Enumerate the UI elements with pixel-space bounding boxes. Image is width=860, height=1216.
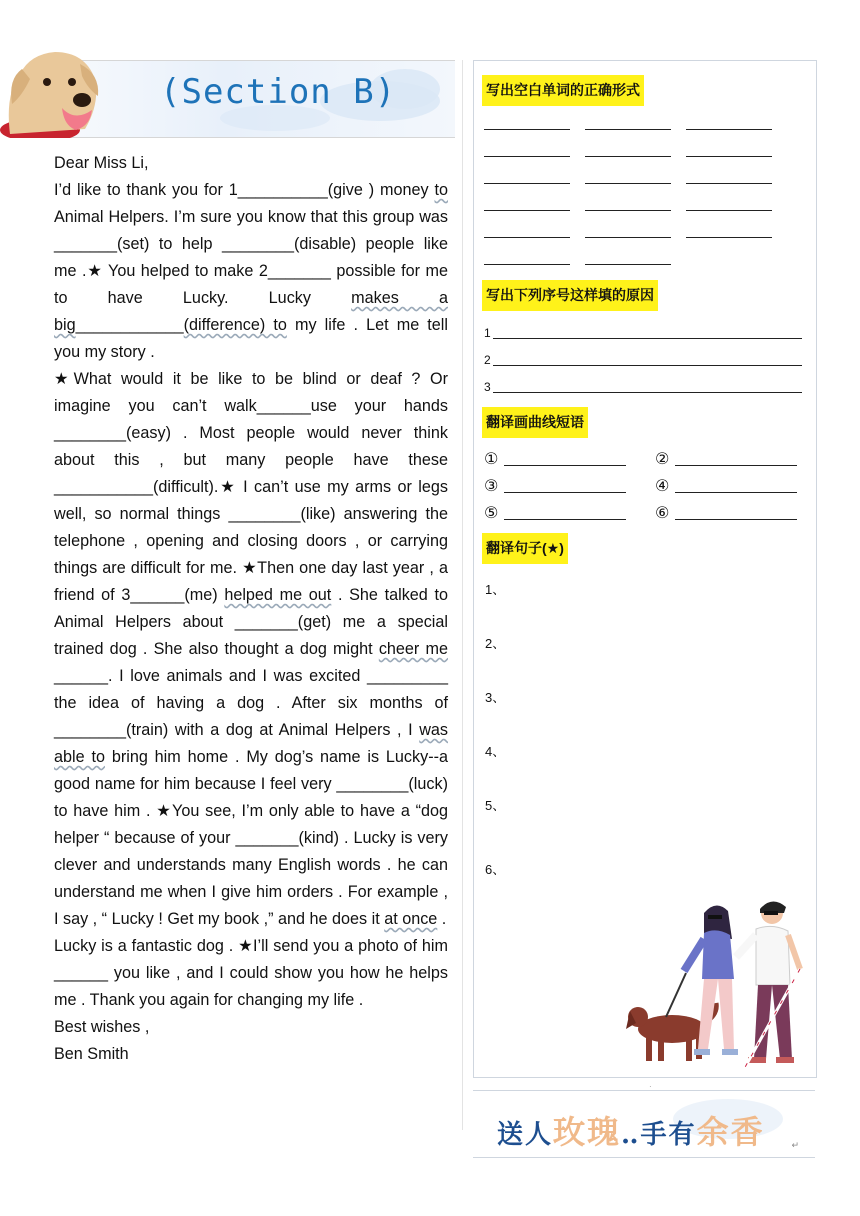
phrase-item: ⑤ (484, 505, 634, 525)
answer-line[interactable] (504, 465, 626, 466)
answer-blank[interactable] (484, 117, 570, 130)
phrase-item: ④ (655, 478, 805, 498)
sentence-number: 3、 (485, 690, 506, 705)
section-title-reasons: 写出下列序号这样填的原因 (482, 280, 658, 311)
phrase-item: ① (484, 451, 634, 471)
answer-blank[interactable] (686, 225, 772, 238)
blank-row (484, 252, 784, 268)
answer-blank[interactable] (585, 225, 671, 238)
sentence-number: 4、 (485, 744, 506, 759)
answer-blank[interactable] (686, 117, 772, 130)
exercise-panel: 写出空白单词的正确形式 写出下列序号这样填的原因 1 2 3 翻译画曲线短语 ① ② ③ ④ ⑤ ⑥ 翻译句子(★) 1、 2、 3、 4、 5、 6、 (473, 60, 817, 1078)
separator-dot: · (649, 1082, 652, 1091)
answer-blank[interactable] (686, 198, 772, 211)
answer-blank[interactable] (484, 252, 570, 265)
sentence-number: 6、 (485, 862, 506, 877)
letter-greeting: Dear Miss Li, (54, 154, 149, 172)
answer-blank[interactable] (484, 198, 570, 211)
phrase-item: ② (655, 451, 805, 471)
answer-blank[interactable] (686, 144, 772, 157)
answer-line[interactable] (675, 492, 797, 493)
answer-blank[interactable] (686, 171, 772, 184)
answer-line[interactable] (493, 392, 802, 393)
answer-line[interactable] (493, 365, 802, 366)
answer-line[interactable] (675, 519, 797, 520)
guide-dog-illustration (624, 899, 814, 1075)
answer-blank[interactable] (484, 171, 570, 184)
blank-row (484, 171, 784, 187)
blank-row (484, 117, 784, 133)
footer-banner (473, 1090, 815, 1158)
answer-line[interactable] (504, 519, 626, 520)
answer-blank[interactable] (484, 144, 570, 157)
section-title-word-forms: 写出空白单词的正确形式 (482, 75, 644, 106)
answer-blank[interactable] (585, 252, 671, 265)
phrase-item: ⑥ (655, 505, 805, 525)
answer-blank[interactable] (585, 144, 671, 157)
page-title: (Section B) (160, 72, 397, 112)
dog-illustration (0, 34, 110, 138)
answer-blank[interactable] (585, 117, 671, 130)
letter-body (54, 150, 448, 1068)
letter-signature: Ben Smith (54, 1045, 129, 1063)
letter-paragraph-3: Lucky is a fantastic dog . ★I’ll send you a photo of him ______ you like , and I could show you how he helps me . Thank you again for changing my life . (54, 937, 448, 1009)
answer-blank[interactable] (585, 198, 671, 211)
section-title-sentences: 翻译句子(★) (482, 533, 568, 564)
answer-line[interactable] (493, 338, 802, 339)
answer-line[interactable] (504, 492, 626, 493)
blank-row (484, 225, 784, 241)
sentence-number: 1、 (485, 582, 506, 597)
letter-paragraph-2: ★What would it be like to be blind or deaf ? Or imagine you can’t walk______use your hands ________(easy) . Most people would never think about this , but many people have these ___________(difficult).★ I can’t use my arms or legs well, so normal things ________(like) answering the telephone , opening and closing doors , or carrying things are difficult for me. ★Then one day last year , a friend of 3______(me) helped me out . She talked to Animal Helpers about _______(get) me a special trained dog . She also thought a dog might cheer me ______. I love animals and I was excited _________ the idea of having a dog . After six months of ________(train) with a dog at Animal Helpers , I was able to bring him home . My dog’s name is Lucky--a good name for him because I feel very ________(luck) to have him . ★You see, I’m only able to have a “dog helper “ because of your _______(kind) . Lucky is very clever and understands many English words . he can understand me when I give him orders . For example , I say , “ Lucky ! Get my book ,” and he does it at once . (54, 370, 448, 928)
page-header (0, 34, 460, 138)
letter-closing: Best wishes , (54, 1018, 150, 1036)
sentence-number: 5、 (485, 798, 506, 813)
column-divider (462, 60, 463, 1130)
letter-paragraph-1: I’d like to thank you for 1__________(give ) money to Animal Helpers. I’m sure you know that this group was _______(set) to help ________(disable) people like me .★ You helped to make 2_______ possible for me to have Lucky. Lucky makes a big____________(difference) to my life . Let me tell you my story . (54, 181, 449, 361)
sentence-number: 2、 (485, 636, 506, 651)
answer-blank[interactable] (585, 171, 671, 184)
answer-line[interactable] (675, 465, 797, 466)
phrase-item: ③ (484, 478, 634, 498)
blank-row (484, 144, 784, 160)
answer-blank[interactable] (484, 225, 570, 238)
paragraph-mark: ↵ (791, 1140, 799, 1150)
section-title-phrases: 翻译画曲线短语 (482, 407, 588, 438)
footer-slogan: 送人玫瑰‥手有余香 (497, 1113, 765, 1151)
blank-row (484, 198, 784, 214)
